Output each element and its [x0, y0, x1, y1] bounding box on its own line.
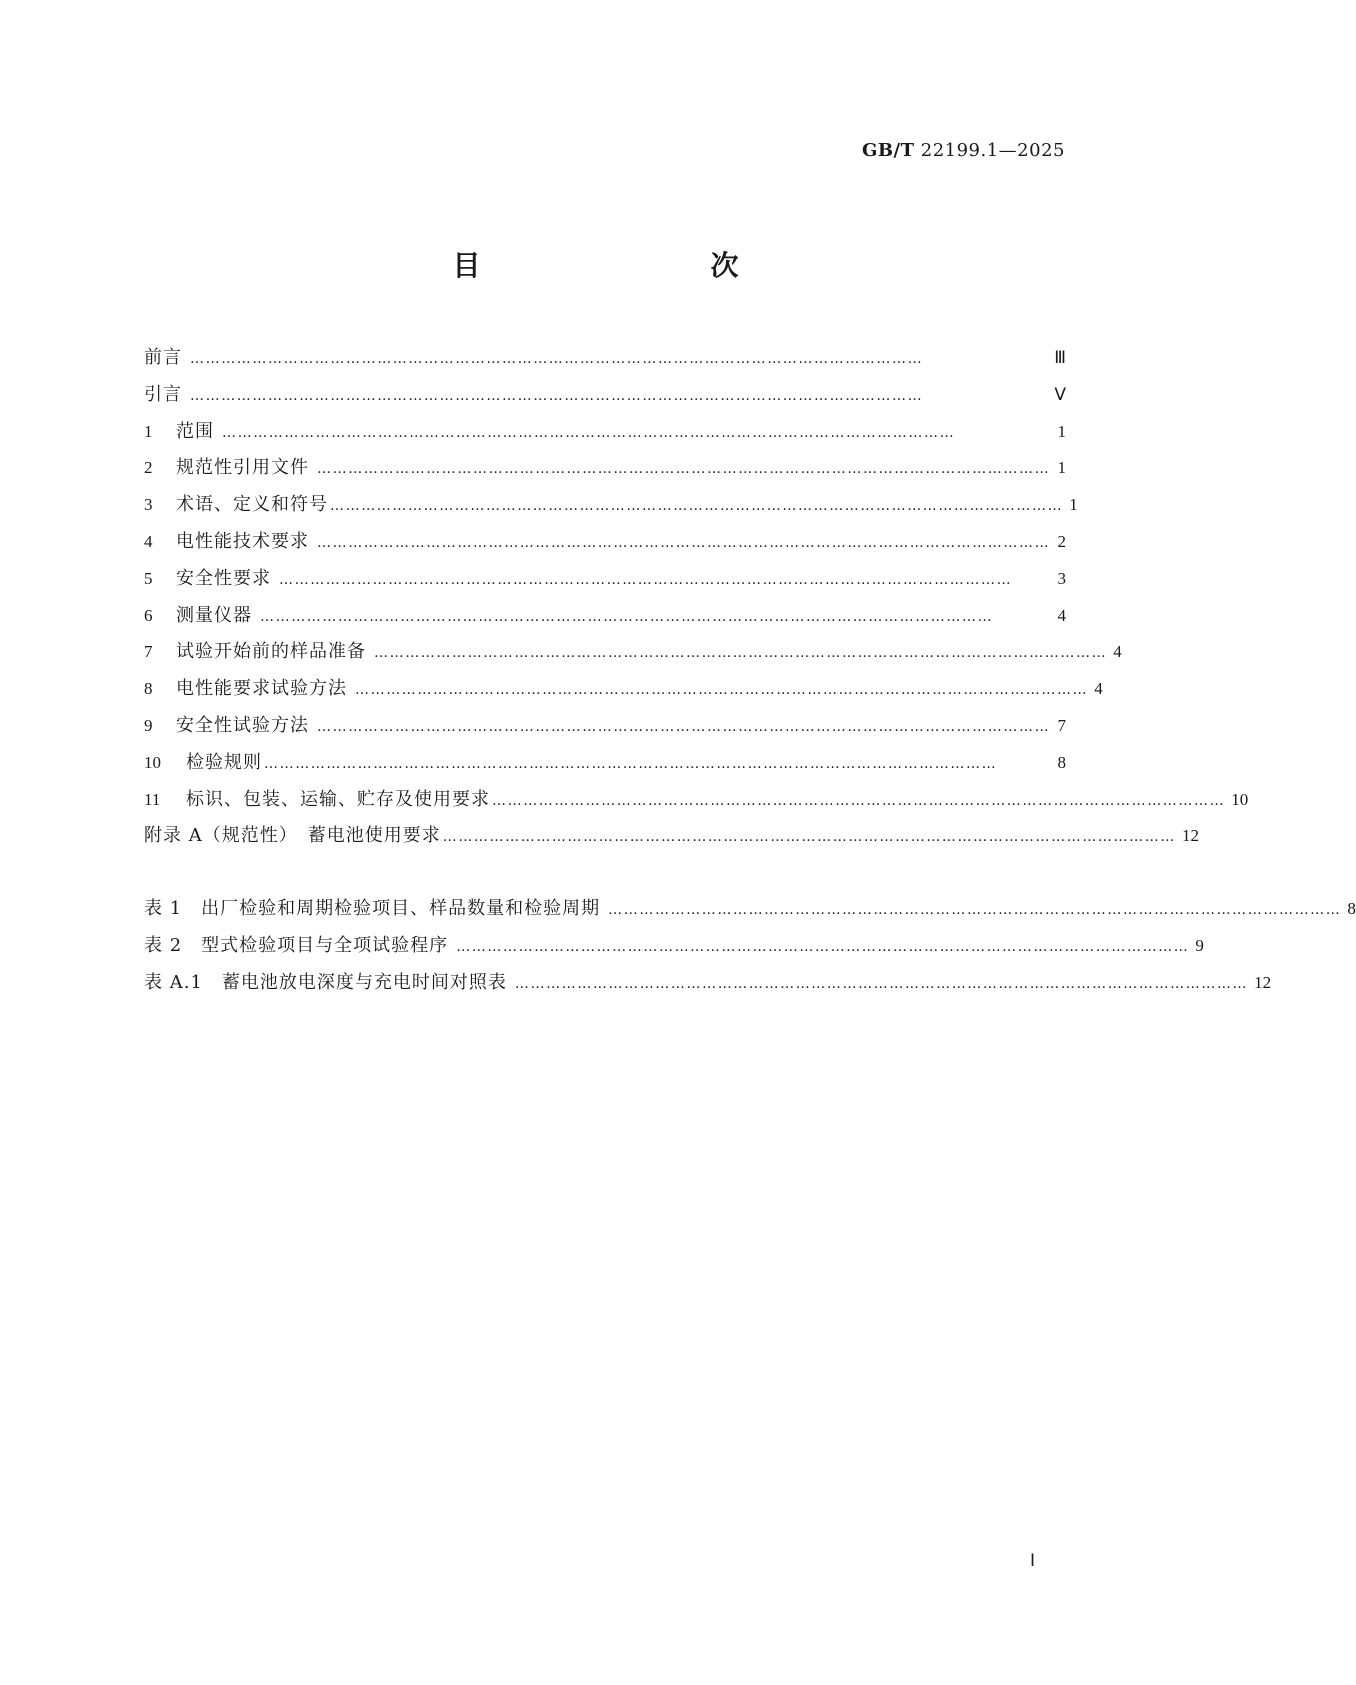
toc-entry-label: 电性能技术要求 [176, 530, 309, 552]
toc-entry-5[interactable] [144, 561, 1066, 598]
toc-entry-page: Ⅴ [1054, 384, 1066, 404]
toc-entry-annex-a[interactable] [144, 818, 1199, 855]
leader-dots: …………………………………………………………………………………………………………………………… [330, 498, 1064, 515]
toc-entry-number: 9 [144, 715, 153, 735]
toc-entry-number: 4 [144, 531, 153, 551]
leader-dots: …………………………………………………………………………………………………………………………… [456, 938, 1190, 955]
table-list [144, 891, 1356, 1001]
toc-entry-label: 电性能要求试验方法 [176, 678, 347, 700]
toc-entry-page: 4 [1094, 679, 1103, 699]
leader-dots: …………………………………………………………………………………………………………………………… [279, 571, 1013, 588]
table-entry-label: 表 2 型式检验项目与全项试验程序 [144, 934, 449, 956]
standard-prefix: GB/T [861, 140, 915, 161]
toc-entry-10[interactable] [144, 745, 1066, 782]
toc-entry-number: 3 [144, 495, 153, 515]
table-entry-2[interactable] [144, 928, 1204, 965]
table-entry-page: 9 [1195, 935, 1204, 955]
toc-entry-label: 前言 [144, 347, 182, 368]
toc-entry-page: Ⅲ [1054, 348, 1066, 367]
toc-entry-label: 标识、包装、运输、贮存及使用要求 [186, 788, 490, 810]
toc-entry-page: 1 [1057, 458, 1066, 478]
table-entry-1[interactable] [144, 891, 1356, 928]
leader-dots: …………………………………………………………………………………………………………………………… [317, 461, 1051, 478]
toc-entry-page: 12 [1181, 826, 1199, 846]
table-entry-page: 8 [1347, 899, 1356, 918]
toc-entry-number: 10 [144, 752, 161, 772]
leader-dots: …………………………………………………………………………………………………………………………… [190, 387, 924, 404]
toc-entry-number: 5 [144, 568, 153, 588]
toc-entry-1[interactable] [144, 414, 1066, 451]
leader-dots: …………………………………………………………………………………………………………………………… [264, 755, 998, 772]
toc-entry-11[interactable] [144, 782, 1249, 819]
page-number: Ⅰ [1030, 1551, 1036, 1570]
toc-entry-number: 6 [144, 605, 153, 625]
toc-entry-introduction[interactable] [144, 377, 1066, 414]
toc-entry-label: 测量仪器 [176, 604, 252, 626]
toc-entry-4[interactable] [144, 524, 1066, 561]
leader-dots: …………………………………………………………………………………………………………………………… [190, 351, 924, 367]
leader-dots: …………………………………………………………………………………………………………………………… [492, 792, 1226, 809]
document-code [862, 140, 1065, 161]
toc-title: 目 次 [452, 249, 797, 282]
standard-number: 22199.1—2025 [920, 140, 1065, 161]
toc-entry-6[interactable] [144, 598, 1066, 635]
toc-entry-3[interactable] [144, 487, 1078, 524]
toc-entry-page: 7 [1057, 715, 1066, 735]
toc-entry-label: 安全性要求 [176, 567, 271, 589]
leader-dots: …………………………………………………………………………………………………………………………… [374, 645, 1108, 662]
toc-entry-label: 检验规则 [186, 751, 262, 773]
table-entry-a1[interactable] [144, 965, 1272, 1002]
toc-entry-label: 引言 [144, 383, 182, 405]
table-entry-label: 表 1 出厂检验和周期检验项目、样品数量和检验周期 [144, 898, 601, 919]
toc-entry-label: 安全性试验方法 [176, 714, 309, 736]
toc-entry-page: 4 [1057, 605, 1066, 625]
table-entry-label: 表 A.1 蓄电池放电深度与充电时间对照表 [144, 971, 507, 993]
toc-entry-label: 试验开始前的样品准备 [176, 641, 366, 663]
toc-entry-label: 附录 A（规范性） 蓄电池使用要求 [144, 825, 441, 847]
toc-entry-number: 1 [144, 421, 153, 441]
leader-dots: …………………………………………………………………………………………………………………………… [442, 829, 1176, 846]
leader-dots: …………………………………………………………………………………………………………………………… [317, 534, 1051, 551]
toc-entry-page: 3 [1057, 568, 1066, 588]
toc-entry-page: 1 [1057, 421, 1066, 441]
leader-dots: …………………………………………………………………………………………………………………………… [355, 682, 1089, 699]
leader-dots: …………………………………………………………………………………………………………………………… [260, 608, 994, 625]
toc-entry-page: 8 [1057, 752, 1066, 772]
toc-entry-number: 8 [144, 679, 153, 699]
toc-entry-label: 规范性引用文件 [176, 457, 309, 479]
toc-entry-9[interactable] [144, 708, 1066, 745]
toc-entry-label: 范围 [176, 420, 214, 442]
toc-entry-page: 4 [1113, 642, 1122, 662]
toc-entry-page: 1 [1069, 495, 1078, 515]
leader-dots: …………………………………………………………………………………………………………………………… [317, 718, 1051, 735]
leader-dots: …………………………………………………………………………………………………………………………… [222, 424, 956, 441]
toc-list [144, 340, 1249, 855]
toc-entry-7[interactable] [144, 634, 1122, 671]
toc-entry-8[interactable] [144, 671, 1103, 708]
leader-dots: …………………………………………………………………………………………………………………………… [514, 975, 1249, 992]
toc-entry-page: 10 [1231, 789, 1249, 809]
toc-entry-number: 7 [144, 642, 153, 662]
toc-entry-number: 2 [144, 458, 153, 478]
toc-entry-label: 术语、定义和符号 [176, 494, 328, 516]
toc-entry-2[interactable] [144, 450, 1066, 487]
table-entry-page: 12 [1254, 972, 1272, 992]
leader-dots: …………………………………………………………………………………………………………………………… [608, 902, 1342, 918]
toc-entry-page: 2 [1057, 531, 1066, 551]
toc-entry-number: 11 [144, 789, 161, 809]
toc-entry-preface[interactable] [144, 340, 1066, 377]
